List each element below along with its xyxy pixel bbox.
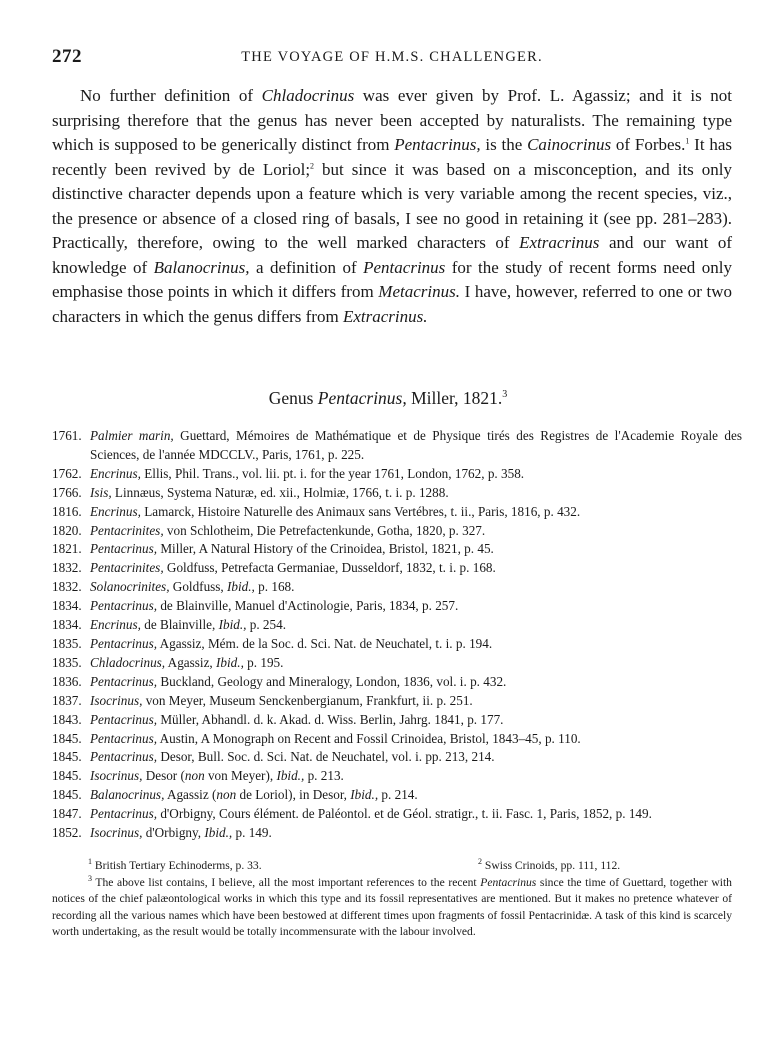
reference-entry	[52, 673, 742, 692]
reference-taxon: Encrinus,	[90, 617, 141, 633]
reference-year: 1837.	[52, 692, 82, 708]
taxon-name: Pentacrinus	[480, 876, 537, 889]
reference-year: 1834.	[52, 617, 82, 633]
reference-taxon: Palmier marin,	[90, 428, 174, 443]
taxon-name: Cainocrinus	[527, 135, 612, 154]
reference-entry	[52, 730, 742, 749]
reference-entry	[52, 559, 742, 578]
genus-heading	[0, 388, 776, 409]
reference-taxon: Isocrinus,	[90, 768, 143, 784]
reference-year: 1836.	[52, 673, 82, 689]
footnote-text: since the time of Guettard, together with notices of the chief palæontological works in which this type and its fossil representatives are mentioned. But it makes no pretence whatever of recording all the various names which have been bestowed at different times upon fragments of fossil Pentacrinidæ. A task of this kind is scarcely worth undertaking, as the result would be totally incommensurate with the labour involved.	[52, 876, 732, 938]
reference-taxon: Pentacrinus,	[90, 749, 158, 765]
reference-text: Miller, A Natural History of the Crinoidea, Bristol, 1821, p. 45.	[157, 541, 494, 557]
reference-text: p. 195.	[243, 654, 284, 670]
reference-taxon: Pentacrinites,	[90, 560, 164, 576]
footnote-2	[478, 858, 620, 874]
reference-italic: Ibid.,	[204, 825, 233, 841]
footnote-text: Swiss Crinoids, pp. 111, 112.	[482, 859, 621, 872]
reference-taxon: Encrinus,	[90, 465, 141, 481]
reference-year: 1845.	[52, 768, 82, 784]
reference-taxon: Isocrinus,	[90, 692, 143, 708]
reference-text: von Meyer, Museum Senckenbergianum, Frankfurt, ii. p. 251.	[142, 692, 473, 708]
reference-year: 1835.	[52, 635, 82, 651]
reference-text: Desor, Bull. Soc. d. Sci. Nat. de Neuchatel, vol. i. pp. 213, 214.	[157, 749, 495, 765]
reference-text: d'Orbigny,	[142, 825, 205, 841]
reference-entry	[52, 692, 742, 711]
reference-text: Agassiz (	[164, 787, 217, 803]
reference-year: 1761.	[52, 428, 82, 443]
reference-taxon: Pentacrinus,	[90, 635, 158, 651]
footnote-marker: 3	[502, 389, 508, 401]
reference-entry	[52, 522, 742, 541]
reference-entry	[52, 465, 742, 484]
reference-taxon: Pentacrinites,	[90, 522, 164, 538]
reference-text: p. 168.	[254, 579, 295, 595]
intro-text: and our want of knowledge of	[52, 233, 732, 277]
intro-text: but since it was based on a misconception, and its only distinctive character depends upon a feature which is very variable among the recent species, viz., the presence or absence of a closed ring of basals, I see no good in retaining it (see pp. 281–283). Practically, therefore, owing to the well marked characters of	[52, 159, 732, 252]
reference-taxon: Pentacrinus,	[90, 673, 158, 689]
reference-taxon: Pentacrinus,	[90, 541, 158, 557]
taxon-name: Pentacrinus,	[394, 135, 481, 154]
reference-text: Agassiz,	[165, 654, 217, 670]
reference-year: 1832.	[52, 579, 82, 595]
reference-taxon: Solanocrinites,	[90, 579, 170, 595]
footnote-marker: 3	[88, 874, 92, 884]
intro-text: is the	[480, 135, 528, 154]
reference-entry	[52, 427, 742, 465]
footnote-text: British Tertiary Echinoderms, p. 33.	[92, 859, 262, 872]
reference-italic: Ibid.,	[218, 617, 247, 633]
reference-entry	[52, 597, 742, 616]
reference-text: Goldfuss, Petrefacta Germaniae, Dusseldorf, 1832, t. i. p. 168.	[163, 560, 496, 576]
reference-year: 1820.	[52, 522, 82, 538]
reference-italic: Ibid.,	[227, 579, 255, 595]
reference-text: p. 214.	[378, 787, 418, 803]
footnote-marker: 1	[685, 136, 690, 146]
reference-year: 1845.	[52, 749, 82, 765]
taxon-name: Metacrinus.	[378, 282, 460, 301]
reference-year: 1834.	[52, 598, 82, 614]
intro-text: a definition of	[249, 257, 364, 277]
footnote-3	[52, 875, 732, 940]
reference-italic: non	[216, 787, 237, 803]
reference-italic: Ibid.,	[276, 768, 305, 784]
reference-entry	[52, 824, 742, 843]
reference-text: de Blainville, Manuel d'Actinologie, Paris, 1834, p. 257.	[157, 598, 459, 614]
reference-entry	[52, 484, 742, 503]
taxon-name: Balanocrinus,	[153, 257, 250, 277]
reference-taxon: Isis,	[90, 484, 112, 500]
reference-text: Agassiz, Mém. de la Soc. d. Sci. Nat. de Neuchatel, t. i. p. 194.	[157, 635, 493, 651]
footnote-text: The above list contains, I believe, all the most important references to the recent	[92, 876, 481, 889]
reference-year: 1843.	[52, 711, 82, 727]
running-title: THE VOYAGE OF H.M.S. CHALLENGER.	[241, 49, 543, 65]
reference-text: Austin, A Monograph on Recent and Fossil Crinoidea, Bristol, 1843–45, p. 110.	[157, 730, 581, 746]
reference-entry	[52, 748, 742, 767]
reference-text: d'Orbigny, Cours élément. de Paléontol. et de Géol. stratigr., t. ii. Fasc. 1, Paris, 1852, p. 149.	[157, 806, 652, 822]
reference-list	[52, 427, 742, 843]
intro-paragraph	[52, 84, 732, 329]
heading-text: Miller, 1821.	[406, 388, 503, 408]
reference-entry	[52, 503, 742, 522]
reference-year: 1852.	[52, 825, 82, 841]
reference-italic: non	[184, 768, 205, 784]
footnotes	[52, 858, 732, 940]
reference-text: Goldfuss,	[169, 579, 228, 595]
heading-text: Genus	[268, 388, 318, 408]
reference-text: Lamarck, Histoire Naturelle des Animaux sans Vertébres, t. ii., Paris, 1816, p. 432.	[140, 503, 581, 519]
intro-text: It has recently been revived by de Loriol;	[52, 135, 733, 179]
reference-text: p. 254.	[246, 617, 286, 633]
intro-text: for the study of recent forms need only emphasise those points in which it differs from	[52, 257, 732, 301]
reference-text: von Meyer),	[204, 768, 277, 784]
reference-entry	[52, 616, 742, 635]
reference-entry	[52, 711, 742, 730]
reference-taxon: Balanocrinus,	[90, 787, 165, 803]
reference-taxon: Pentacrinus,	[90, 598, 158, 614]
reference-taxon: Encrinus,	[90, 503, 141, 519]
reference-year: 1847.	[52, 806, 82, 822]
page-header	[52, 46, 732, 68]
reference-text: Ellis, Phil. Trans., vol. lii. pt. i. for the year 1761, London, 1762, p. 358.	[140, 465, 525, 481]
reference-entry	[52, 540, 742, 559]
reference-taxon: Pentacrinus,	[90, 711, 158, 727]
reference-taxon: Pentacrinus,	[90, 730, 158, 746]
reference-text: Müller, Abhandl. d. k. Akad. d. Wiss. Berlin, Jahrg. 1841, p. 177.	[157, 711, 504, 727]
intro-text: of Forbes.	[611, 135, 686, 154]
reference-text: Linnæus, Systema Naturæ, ed. xii., Holmiæ, 1766, t. i. p. 1288.	[111, 484, 449, 500]
footnote-marker: 2	[478, 857, 482, 867]
heading-taxon: Pentacrinus,	[317, 388, 407, 408]
reference-text: p. 213.	[304, 768, 344, 784]
footnote-marker: 2	[310, 160, 315, 170]
reference-year: 1845.	[52, 787, 82, 803]
page-number: 272	[52, 46, 82, 67]
reference-entry	[52, 786, 742, 805]
reference-italic: Ibid.,	[216, 654, 244, 670]
taxon-name: Extracrinus.	[342, 306, 428, 326]
taxon-name: Pentacrinus	[363, 257, 446, 277]
reference-entry	[52, 578, 742, 597]
reference-taxon: Pentacrinus,	[90, 806, 158, 822]
footnote-marker: 1	[88, 857, 92, 867]
reference-text: von Schlotheim, Die Petrefactenkunde, Gotha, 1820, p. 327.	[163, 522, 486, 538]
reference-year: 1832.	[52, 560, 82, 576]
reference-text: de Blainville,	[140, 617, 219, 633]
reference-year: 1821.	[52, 541, 82, 557]
intro-text: was ever given by Prof. L. Agassiz; and it is not surprising therefore that the genus has never been accepted by naturalists. The remaining type which is supposed to be generically distinct from	[52, 86, 732, 154]
reference-year: 1845.	[52, 730, 82, 746]
reference-entry	[52, 654, 742, 673]
intro-text: I have, however, referred to one or two characters in which the genus differs from	[52, 282, 732, 326]
taxon-name: Chladocrinus	[261, 86, 355, 105]
reference-text: de Loriol), in Desor,	[236, 787, 351, 803]
reference-entry	[52, 805, 742, 824]
reference-entry	[52, 635, 742, 654]
taxon-name: Extracrinus	[519, 233, 600, 252]
intro-text: No further definition of	[80, 86, 262, 105]
reference-taxon: Isocrinus,	[90, 825, 143, 841]
reference-year: 1816.	[52, 503, 82, 519]
reference-italic: Ibid.,	[350, 787, 379, 803]
reference-entry	[52, 767, 742, 786]
reference-year: 1766.	[52, 484, 82, 500]
reference-text: Buckland, Geology and Mineralogy, London, 1836, vol. i. p. 432.	[157, 673, 507, 689]
reference-year: 1835.	[52, 654, 82, 670]
reference-text: Guettard, Mémoires de Mathématique et de Physique tirés des Registres de l'Academie Royale des Sciences, de l'année MDCCLV., Paris, 1761, p. 225.	[90, 428, 742, 462]
reference-text: p. 149.	[232, 825, 272, 841]
reference-taxon: Chladocrinus,	[90, 654, 166, 670]
reference-year: 1762.	[52, 465, 82, 481]
footnote-1	[88, 858, 262, 874]
reference-text: Desor (	[142, 768, 185, 784]
